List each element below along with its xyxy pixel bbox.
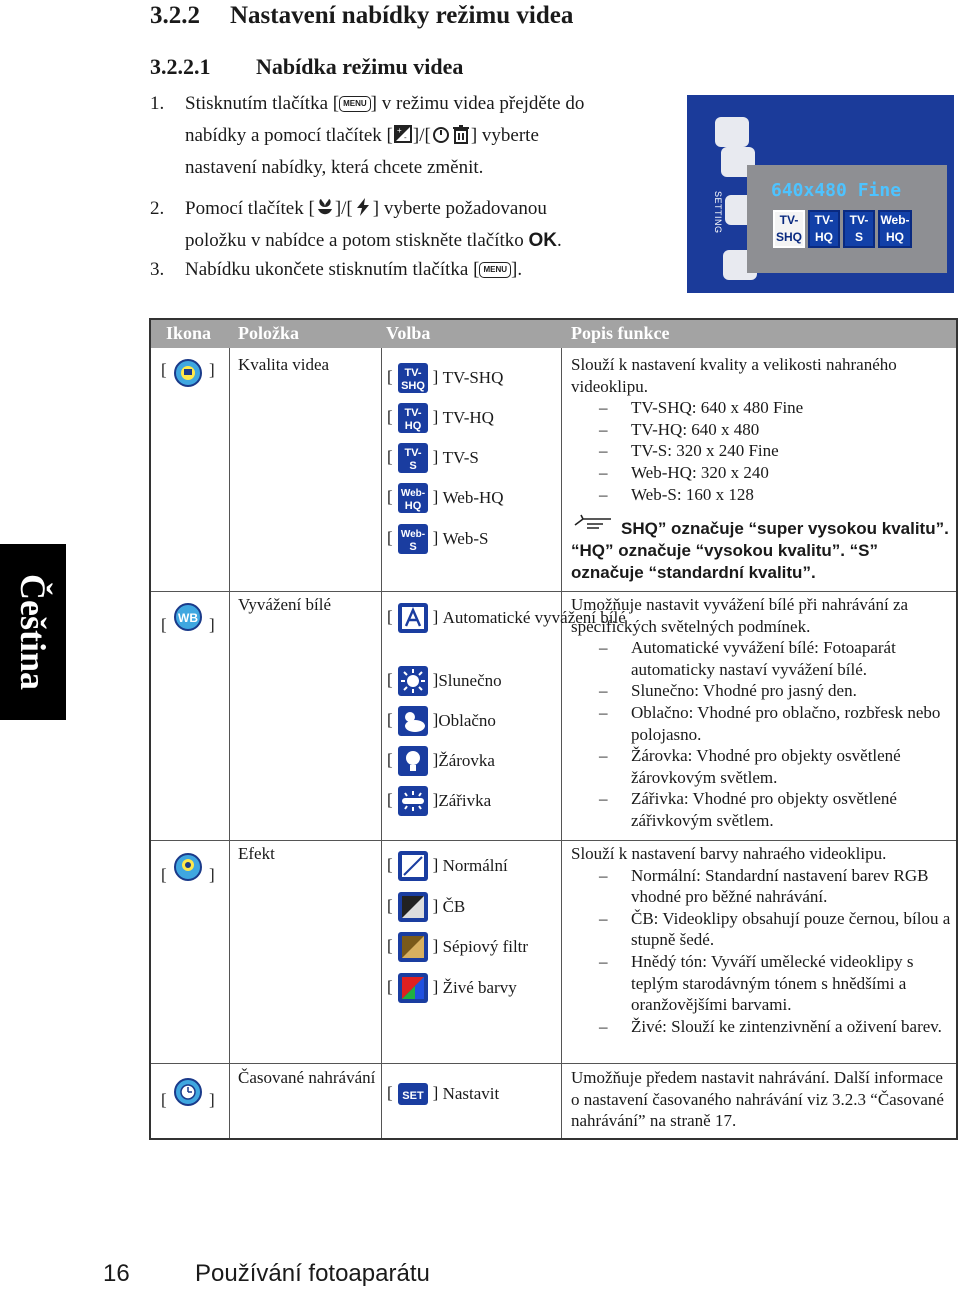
vivid-color-icon [397,972,429,1004]
option-row: [ SET ] Nastavit [387,1076,499,1110]
note-quality: SHQ” označuje “super vysokou kvalitu”. “HQ” označuje “vysokou kvalitu”. “S” označuje “standardní kvalitu”. [571,519,949,582]
step-3: 3. Nabídku ukončete stisknutím tlačítka [ MENU ]. [150,259,523,280]
option-tv-s[interactable]: TV- S [843,210,875,248]
web-hq-icon [397,482,429,514]
exposure-icon [393,124,413,144]
camera-menu-screenshot [687,95,954,293]
sunny-icon [397,665,429,697]
header-option: Volba [386,323,431,343]
tv-s-icon [397,442,429,474]
svg-text:Web-: Web- [400,529,425,541]
option-row: [ Web- S ] Web-S [387,521,488,555]
desc-white-balance: Umožňuje nastavit vyvážení bílé při nahrávání za specifických světelných podmínek. – Automatické vyvážení bílé: Fotoaparát automaticky nastaví vyvážení bílé. – Slunečno: Vhodné pro jasný den. – Oblačno: Vhodné pro oblačno, rozbřesk nebo polojasno. – Žárovka: Vhodné pro objekty osvětlené žárovkovým světlem. – Zářivka: Vhodné pro objekty osvětlené zářivkovým světlem. [571,594,951,832]
tv-hq-icon [397,402,429,434]
item-white-balance: Vyvážení bílé [238,595,331,614]
header-description: Popis funkce [571,323,670,343]
resolution-label: 640x480 Fine [771,180,902,201]
step-1: 1. Stisknutím tlačítka [ MENU ] v režimu videa přejděte do nabídky a pomocí tlačítek [ + - ]/[ ] vyberte nastavení nabídky, která chcete změnit. [150,93,585,178]
language-tab: Čeština [0,544,66,720]
step-2: 2. Pomocí tlačítek [ ]/[ ] vyberte požadovanou položku v nabídce a potom stiskněte tlačítko OK. [150,198,562,251]
svg-text:Web-: Web- [400,488,425,500]
option-row: [ ]Slunečno [387,663,502,697]
desc-effect: Slouží k nastavení barvy nahraého videoklipu. – Normální: Standardní nastavení barev RGB vhodné pro běžné nahrávání. – ČB: Videoklipy obsahují pouze černou, bílou a stupně šedé. – Hnědý tón: Vyváří umělecké videoklipy s teplým starodávným tónem s hnědšími a oranžovějšími barvami. – Živé: Slouží ke zintenzivnění a oživení barev. [571,843,951,1037]
desc-timed-recording: Umožňuje předem nastavit nahrávání. Další informace o nastavení časovaného nahrávání viz 3.2.3 “Časované nahrávání” na straně 17. [571,1068,944,1131]
trash-icon [451,124,471,144]
black-white-icon [397,891,429,923]
svg-text:TV-: TV- [404,447,422,460]
web-s-icon [397,523,429,555]
fluorescent-icon [397,785,429,817]
item-timed-recording: Časované nahrávání [238,1068,376,1087]
menu-key-icon: MENU [339,96,371,112]
svg-text:HQ: HQ [404,500,421,513]
subsection-heading: 3.2.2.1 Nabídka režimu videa [150,54,464,79]
option-row: [ ]Zářivka [387,783,491,817]
option-row: [ TV- S ] TV-S [387,440,479,474]
svg-text:TV-: TV- [404,407,422,420]
white-balance-icon [173,602,203,632]
header-item: Položka [238,323,299,343]
normal-effect-icon [397,850,429,882]
option-row: [ Web- HQ ] Web-HQ [387,480,504,514]
option-row: [ ] Automatické vyvážení bílé [387,600,626,634]
page-number: 16 [103,1260,130,1287]
set-icon [397,1078,429,1110]
desc-video-quality: Slouží k nastavení kvality a velikosti nahraného videoklipu. – TV-SHQ: 640 x 480 Fine – TV-HQ: 640 x 480 – TV-S: 320 x 240 Fine – Web-HQ: 320 x 240 – Web-S: 160 x 128 [571,354,951,505]
option-row: [ ]Oblačno [387,703,496,737]
self-timer-icon [431,124,451,144]
settings-table: Ikona Položka Volba Popis funkce [ ] Kvalita videa [ TV- SHQ ] TV-SHQ [ TV- HQ ] TV-HQ [ TV- S ] TV-S [ Web- HQ ] Web-HQ [ Web- S ] Web-S Slouží k nastavení kvality a velikosti nahraného videoklipu. – TV-SHQ: 640 x 480 Fine – TV-HQ: 640 x 480 – TV-S: 320 x 240 Fine – Web-HQ: 320 x 240 – Web-S: 160 x 128 SHQ” označuje “super vysokou kvalitu”. “HQ” označuje “vysokou kvalitu”. “S” označuje “standardní kvalitu”. [ WB ] Vyvážení bílé [ ] Automatické vyvážení bílé [ ]Slunečno [ ]Oblačno [ ]Žárovka [ ]Zářivka Umožňuje nastavit vyvážení bílé při nahrávání za specifických světelných podmínek. – Automatické vyvážení bílé: Fotoaparát automaticky nastaví vyvážení bílé. – Slunečno: Vhodné pro jasný den. – Oblačno: Vhodné pro oblačno, rozbřesk nebo polojasno. – Žárovka: Vhodné pro objekty osvětlené žárovkovým světlem. – Zářivka: Vhodné pro objekty osvětlené zářivkovým světlem. [ ] Efekt [ ] Normální [ ] ČB [ ] Sépiový filtr [ ] Živé barvy Slouží k nastavení barvy nahraého videoklipu. – Normální: Standardní nastavení barev RGB vhodné pro běžné nahrávání. – ČB: Videoklipy obsahují pouze černou, bílou a stupně šedé. – Hnědý tón: Vyváří umělecké videoklipy s teplým starodávným tónem s hnědšími a oranžovějšími barvami. – Živé: Slouží ke zintenzivnění a oživení barev. [ ] Časované nahrávání [ SET ] Nastavit Umožňuje předem nastavit nahrávání. Další informace o nastavení časovaného nahrávání viz 3.2.3 “Časované nahrávání” na straně 17. [149,318,958,1140]
tab-movie-icon [715,117,749,147]
menu-key-icon: MENU [479,262,511,278]
flash-icon [353,197,373,217]
svg-text:HQ: HQ [404,420,421,433]
item-effect: Efekt [238,844,275,863]
timed-recording-icon [173,1077,203,1107]
sepia-icon [397,931,429,963]
option-row: [ ] ČB [387,889,465,923]
svg-text:S: S [409,460,417,473]
auto-wb-icon [397,602,429,634]
option-row: [ ]Žárovka [387,743,495,777]
table-header [151,320,956,348]
option-row: [ ] Sépiový filtr [387,929,528,963]
svg-text:WB: WB [178,611,198,625]
video-quality-icon [173,358,203,388]
svg-text:SET: SET [401,1090,424,1103]
option-tv-shq[interactable]: TV- SHQ [773,210,805,248]
footer-title: Používání fotoaparátu [195,1260,430,1287]
option-web-hq[interactable]: Web- HQ [878,210,912,248]
tv-shq-icon [397,362,429,394]
svg-text:S: S [409,541,417,554]
option-row: [ TV- HQ ] TV-HQ [387,400,494,434]
svg-text:+: + [396,126,402,135]
tungsten-icon [397,745,429,777]
section-heading: 3.2.2 Nastavení nabídky režimu videa [150,2,574,29]
svg-text:TV-: TV- [404,367,422,380]
svg-text:-: - [403,133,407,142]
header-icon: Ikona [166,323,212,343]
option-row: [ TV- SHQ ] TV-SHQ [387,360,503,394]
option-tv-hq[interactable]: TV- HQ [808,210,840,248]
setting-label: SETTING [713,191,723,234]
effect-icon [173,852,203,882]
cloudy-icon [397,705,429,737]
option-row: [ ] Živé barvy [387,970,517,1004]
option-row: [ ] Normální [387,848,508,882]
macro-flower-icon [315,197,335,217]
item-video-quality: Kvalita videa [238,355,330,374]
svg-text:SHQ: SHQ [400,380,425,393]
